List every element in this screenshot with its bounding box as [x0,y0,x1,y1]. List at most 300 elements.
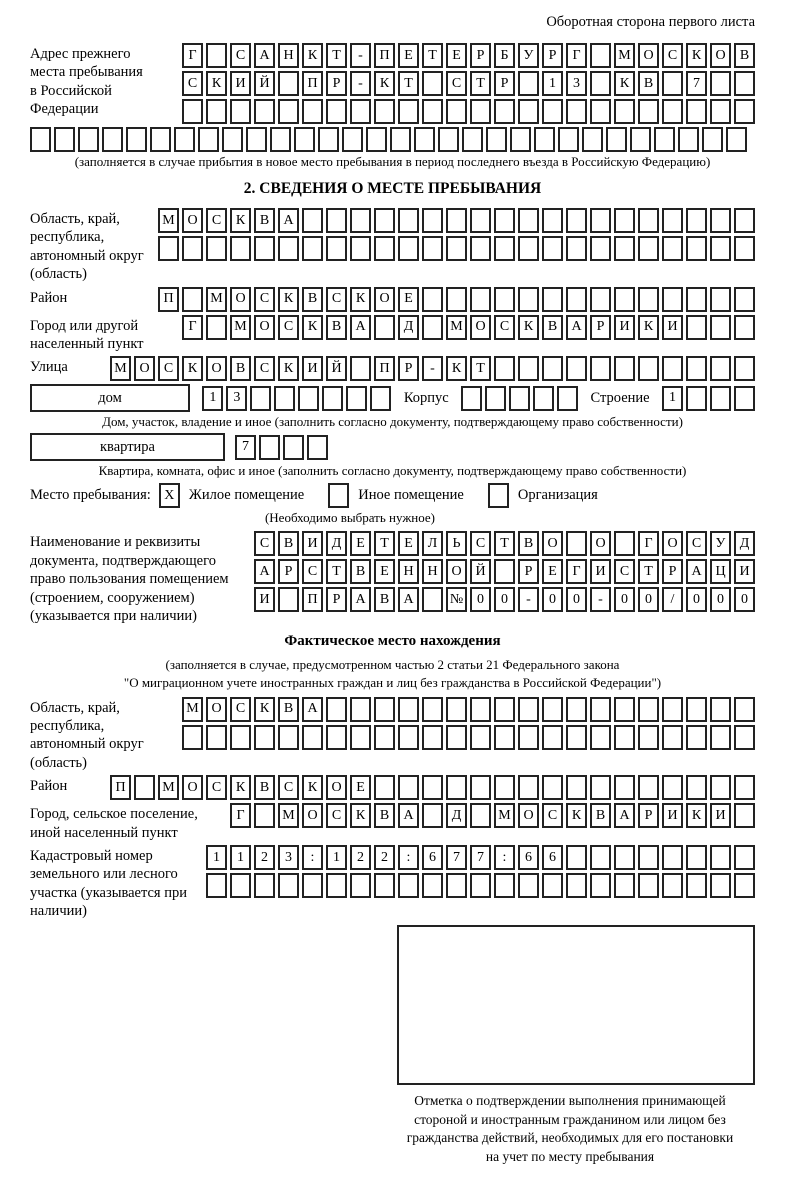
char-cell [734,845,755,870]
char-row [158,208,755,233]
char-cell [734,99,755,124]
char-cell [158,236,179,261]
char-cell: В [734,43,755,68]
char-cell: И [590,559,611,584]
char-cell: 7 [235,435,256,460]
char-cell: Р [326,71,347,96]
char-cell [686,697,707,722]
char-cell: К [446,356,467,381]
char-cell [438,127,459,152]
char-cell [582,127,603,152]
char-cell [390,127,411,152]
actual-region-label: Область, край, республика, автономный округ (область) [30,699,144,771]
char-cell [710,71,731,96]
char-cell [374,99,395,124]
char-cell: 1 [662,386,683,411]
char-cell [710,845,731,870]
char-cell [686,236,707,261]
char-cell [446,99,467,124]
char-cell: Т [422,43,443,68]
char-cell: П [374,356,395,381]
char-cell [302,99,323,124]
char-cell: У [518,43,539,68]
apartment-number-cells [235,435,328,460]
char-cell: Т [638,559,659,584]
stay-place-row [30,483,755,508]
char-cell [30,127,51,152]
char-cell: В [302,287,323,312]
char-cell [734,356,755,381]
char-cell [274,386,295,411]
char-cell: В [254,775,275,800]
char-cell: О [134,356,155,381]
char-cell [182,725,203,750]
char-row [158,287,755,312]
cadastral-number-label: Кадастровый номер земельного или лесного участка (указывается при наличии) [30,848,187,920]
char-cell: Т [470,356,491,381]
char-cell [422,71,443,96]
char-cell [398,775,419,800]
char-cell [542,287,563,312]
char-cell: 7 [446,845,467,870]
char-cell [446,236,467,261]
char-cell: 1 [326,845,347,870]
char-cell [422,315,443,340]
char-cell [518,725,539,750]
char-cell [374,697,395,722]
char-cell [322,386,343,411]
char-cell [710,208,731,233]
checkbox-organization [488,483,509,508]
char-cell [710,99,731,124]
char-cell [470,803,491,828]
apartment-caption: Квартира, комната, офис и иное (заполнить согласно документу, подтверждающему право собственности) [98,463,687,479]
char-cell [494,99,515,124]
char-cell [518,775,539,800]
char-cell [734,315,755,340]
char-cell: П [158,287,179,312]
char-cell [662,99,683,124]
char-cell [422,208,443,233]
char-cell: К [686,803,707,828]
char-cell [590,697,611,722]
char-cell: Е [398,287,419,312]
char-cell [126,127,147,152]
char-cell [470,208,491,233]
previous-address-rows [148,43,755,124]
actual-location-caption [30,656,755,691]
char-cell [686,873,707,898]
char-cell: С [446,71,467,96]
char-cell [206,725,227,750]
char-cell: - [350,71,371,96]
char-cell [710,315,731,340]
char-cell [662,356,683,381]
char-cell: 0 [686,587,707,612]
char-cell: С [254,356,275,381]
char-cell: Р [542,43,563,68]
char-cell: 0 [638,587,659,612]
char-cell: А [302,697,323,722]
char-cell: Р [662,559,683,584]
char-cell: Т [494,531,515,556]
char-cell: Р [326,587,347,612]
char-cell [374,315,395,340]
char-cell [518,287,539,312]
char-cell [326,697,347,722]
char-cell [734,71,755,96]
char-cell: О [518,803,539,828]
char-cell [398,873,419,898]
char-cell: О [254,315,275,340]
char-cell: К [614,71,635,96]
char-cell [374,236,395,261]
char-cell [518,236,539,261]
char-cell [278,236,299,261]
char-cell [206,315,227,340]
option-organization-label: Организация [517,487,598,504]
char-cell: К [254,697,275,722]
char-cell: О [206,697,227,722]
char-cell [446,208,467,233]
char-cell [350,697,371,722]
char-cell [494,287,515,312]
char-cell [182,287,203,312]
char-cell: 0 [710,587,731,612]
char-cell: - [350,43,371,68]
char-cell [686,99,707,124]
char-cell: В [278,531,299,556]
char-cell [518,356,539,381]
actual-district-label: Район [30,778,68,795]
char-cell [566,845,587,870]
apartment-row [30,433,755,461]
char-cell: Й [326,356,347,381]
char-cell [638,775,659,800]
char-cell: Е [542,559,563,584]
char-cell: М [206,287,227,312]
char-cell: А [254,559,275,584]
char-cell: А [254,43,275,68]
char-cell [662,775,683,800]
char-cell [486,127,507,152]
char-cell: В [326,315,347,340]
char-cell [638,697,659,722]
char-cell: Т [326,43,347,68]
char-cell: Т [470,71,491,96]
char-cell: С [326,803,347,828]
char-cell [370,386,391,411]
field-ownership-document [30,531,755,625]
char-row [254,587,755,612]
char-cell: - [590,587,611,612]
char-cell [470,697,491,722]
char-cell: Г [182,315,203,340]
char-cell [278,873,299,898]
char-cell: Й [470,559,491,584]
previous-address-label: Адрес прежнего места пребывания в Российской Федерации [30,46,143,118]
page-side-note: Оборотная сторона первого листа [546,14,755,30]
char-cell [494,873,515,898]
char-cell [686,315,707,340]
char-cell [270,127,291,152]
char-row [254,531,755,556]
apartment-type-box: квартира [30,433,225,461]
char-cell [446,775,467,800]
stamp-caption-line4: на учет по месту пребывания [485,1149,655,1165]
char-cell: К [686,43,707,68]
char-cell [614,287,635,312]
char-cell [638,356,659,381]
char-cell: А [278,208,299,233]
char-cell [470,236,491,261]
char-cell [254,99,275,124]
char-cell [686,725,707,750]
char-cell [298,386,319,411]
char-cell [734,873,755,898]
char-cell [422,287,443,312]
char-row [206,873,755,898]
char-cell: К [182,356,203,381]
char-cell [686,356,707,381]
char-cell [250,386,271,411]
char-cell [590,287,611,312]
char-cell [542,725,563,750]
stamp-caption-line1: Отметка о подтверждении выполнения принимающей [414,1092,726,1108]
char-cell [558,127,579,152]
char-cell [734,697,755,722]
char-cell: К [230,208,251,233]
char-cell [614,775,635,800]
checkbox-other-premises [328,483,349,508]
char-cell [254,236,275,261]
char-cell [470,287,491,312]
char-cell [518,873,539,898]
char-cell [734,386,755,411]
char-cell [590,725,611,750]
char-cell [494,697,515,722]
char-cell [606,127,627,152]
confirmation-stamp-area [385,925,755,1168]
char-cell [259,435,280,460]
char-cell: О [590,531,611,556]
char-row [182,697,755,722]
char-cell [446,873,467,898]
char-cell [590,356,611,381]
char-cell [470,725,491,750]
char-cell: А [350,587,371,612]
char-cell [278,587,299,612]
char-cell [566,775,587,800]
char-cell: С [542,803,563,828]
char-cell: И [734,559,755,584]
char-cell [374,208,395,233]
street-label: Улица [30,359,68,376]
char-cell [422,587,443,612]
char-cell [518,208,539,233]
char-cell [254,873,275,898]
char-cell [590,845,611,870]
char-cell: 0 [470,587,491,612]
char-cell: К [350,803,371,828]
char-cell: 0 [494,587,515,612]
char-cell: Б [494,43,515,68]
char-cell [198,127,219,152]
char-cell [246,127,267,152]
char-cell [494,208,515,233]
char-cell [494,356,515,381]
char-cell: К [206,71,227,96]
char-cell [470,99,491,124]
char-cell [710,725,731,750]
char-cell [398,208,419,233]
char-cell: Г [566,559,587,584]
char-cell: - [422,356,443,381]
char-cell [542,697,563,722]
field-cadastral-number [30,845,755,921]
actual-location-title: Фактическое место нахождения [284,633,501,650]
char-cell [398,99,419,124]
char-cell: 7 [686,71,707,96]
field-actual-region [30,697,755,773]
char-cell [494,559,515,584]
char-row [110,356,755,381]
char-cell [614,356,635,381]
city-label: Город или другой населенный пункт [30,317,144,353]
char-cell [590,208,611,233]
char-cell [278,725,299,750]
char-cell: 1 [230,845,251,870]
char-cell [662,873,683,898]
char-cell: : [398,845,419,870]
char-cell [302,725,323,750]
char-row [182,315,755,340]
section-2-title: 2. СВЕДЕНИЯ О МЕСТЕ ПРЕБЫВАНИЯ [243,180,542,197]
char-cell: И [254,587,275,612]
char-cell [542,99,563,124]
char-cell: Г [638,531,659,556]
char-cell [638,287,659,312]
char-cell: 3 [226,386,247,411]
char-cell [350,208,371,233]
char-cell [422,873,443,898]
char-row [206,845,755,870]
char-cell: О [638,43,659,68]
char-cell [350,725,371,750]
char-cell: К [302,315,323,340]
char-cell [638,873,659,898]
char-cell: Т [374,531,395,556]
char-cell [566,531,587,556]
char-cell: А [398,803,419,828]
char-row [182,43,755,68]
char-cell [446,287,467,312]
char-cell [630,127,651,152]
char-cell: К [278,356,299,381]
char-cell [509,386,530,411]
korpus-cells [461,386,578,411]
char-cell [470,775,491,800]
char-cell: - [518,587,539,612]
char-cell [542,208,563,233]
char-cell: С [230,697,251,722]
char-cell [590,873,611,898]
char-cell [278,71,299,96]
char-cell: В [542,315,563,340]
char-cell [182,236,203,261]
char-cell [710,697,731,722]
char-cell [614,845,635,870]
stamp-caption-line2: стороной и иностранным гражданином или лицом без [414,1111,726,1127]
stay-place-caption: (Необходимо выбрать нужное) [264,510,436,526]
char-cell [710,356,731,381]
char-cell [374,775,395,800]
char-cell: О [710,43,731,68]
char-cell [102,127,123,152]
char-cell [414,127,435,152]
char-cell: М [278,803,299,828]
char-cell [350,356,371,381]
char-cell: С [494,315,515,340]
char-cell: А [350,315,371,340]
char-cell: П [374,43,395,68]
char-cell: 2 [350,845,371,870]
char-row [182,725,755,750]
char-cell [557,386,578,411]
char-cell: М [182,697,203,722]
ownership-document-label: Наименование и реквизиты документа, подтверждающего право пользования помещением (строением, сооружением) (указывается при наличии) [30,534,229,625]
char-cell: С [470,531,491,556]
char-cell: И [614,315,635,340]
char-cell: С [614,559,635,584]
char-cell: Р [518,559,539,584]
char-cell [662,845,683,870]
char-cell [494,775,515,800]
char-cell: И [710,803,731,828]
char-row [110,775,755,800]
char-cell: С [326,287,347,312]
char-cell [350,99,371,124]
char-cell: 3 [278,845,299,870]
field-city [30,315,755,354]
char-cell: К [350,287,371,312]
char-cell [494,725,515,750]
char-cell [254,803,275,828]
char-cell [254,725,275,750]
stroenie-cells [662,386,755,411]
char-cell: О [326,775,347,800]
char-cell [566,208,587,233]
char-cell [470,873,491,898]
char-cell [686,845,707,870]
char-cell: 1 [206,845,227,870]
district-label: Район [30,289,68,306]
char-cell [614,208,635,233]
field-district [30,287,755,312]
char-cell: О [302,803,323,828]
char-cell [662,287,683,312]
char-cell [326,236,347,261]
char-cell [638,845,659,870]
char-cell [518,99,539,124]
house-caption: Дом, участок, владение и иное (заполнить согласно документу, подтверждающему право собственности) [102,414,683,430]
char-cell [374,725,395,750]
char-cell: Е [350,531,371,556]
char-cell: В [590,803,611,828]
char-cell: К [302,775,323,800]
char-cell [614,697,635,722]
char-cell [638,236,659,261]
